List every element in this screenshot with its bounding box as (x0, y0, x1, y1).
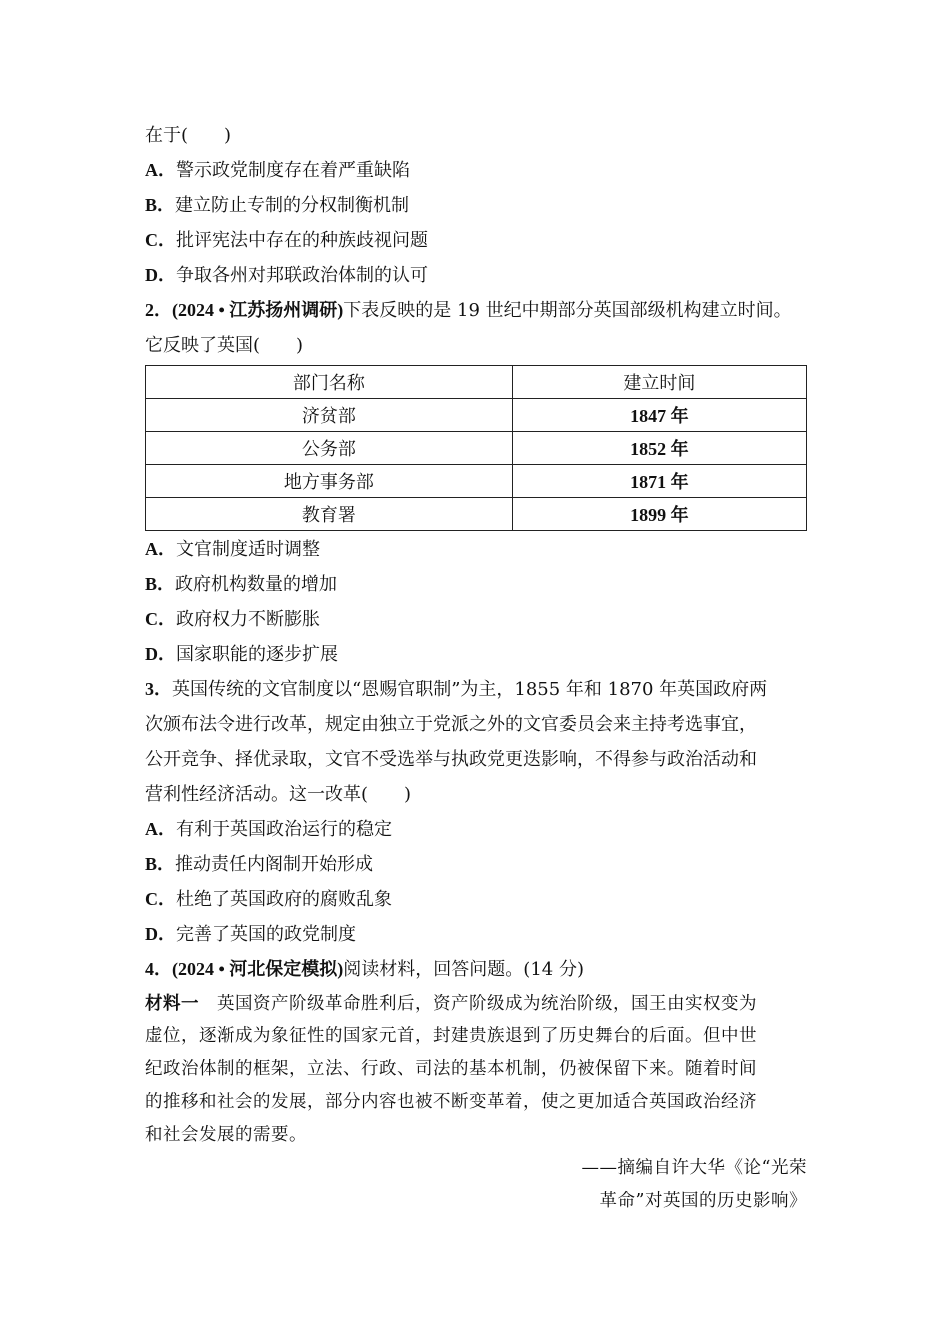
q1-stem-tail: 在于( ) (145, 125, 232, 146)
q2-stem-continued: 它反映了英国( ) (145, 335, 304, 356)
citation-line: 革命”对英国的历史影响》 (599, 1191, 807, 1211)
table-cell: 公务部 (146, 432, 513, 465)
q1-option-b: B．建立防止专制的分权制衡机制 (145, 195, 410, 216)
q2-option-b: B．政府机构数量的增加 (145, 574, 338, 595)
material-one (145, 987, 807, 1218)
q3-option-b: B．推动责任内阁制开始形成 (145, 854, 374, 875)
material-label: 材料一 (145, 993, 199, 1013)
table-row (146, 498, 807, 531)
q1-option-d: D．争取各州对邦联政治体制的认可 (145, 265, 428, 286)
q2-option-c: C．政府权力不断膨胀 (145, 609, 320, 630)
q2-option-a: A．文官制度适时调整 (145, 539, 320, 560)
table-cell: 1899 年 (512, 498, 806, 531)
material-line: 纪政治体制的框架，立法、行政、司法的基本机制，仍被保留下来。随着时间 (145, 1059, 757, 1079)
table-cell: 1852 年 (512, 432, 806, 465)
table-header-cell: 部门名称 (146, 366, 513, 399)
q3-stem-line: 营利性经济活动。这一改革( ) (145, 784, 412, 805)
q2-option-d: D．国家职能的逐步扩展 (145, 644, 338, 665)
citation-line: ——摘编自许大华《论“光荣 (581, 1158, 807, 1178)
material-line: 的推移和社会的发展，部分内容也被不断变革着，使之更加适合英国政治经济 (145, 1092, 757, 1112)
department-table (145, 365, 807, 531)
material-line: 材料一 英国资产阶级革命胜利后，资产阶级成为统治阶级，国王由实权变为 (145, 993, 757, 1014)
table-cell: 教育署 (146, 498, 513, 531)
q3-option-d: D．完善了英国的政党制度 (145, 924, 356, 945)
q3-option-a: A．有利于英国政治运行的稳定 (145, 819, 392, 840)
q4-stem: 4．(2024 • 河北保定模拟)阅读材料，回答问题。(14 分) (145, 959, 584, 980)
table-header-cell: 建立时间 (512, 366, 806, 399)
table-header-row (146, 366, 807, 399)
q3-stem-line: 3．英国传统的文官制度以“恩赐官职制”为主，1855 年和 1870 年英国政府两 (145, 679, 768, 700)
q3-option-c: C．杜绝了英国政府的腐败乱象 (145, 889, 392, 910)
q3-stem-line: 公开竞争、择优录取，文官不受选举与执政党更迭影响，不得参与政治活动和 (145, 749, 757, 770)
material-line: 虚位，逐渐成为象征性的国家元首，封建贵族退到了历史舞台的后面。但中世 (145, 1026, 757, 1046)
q2-stem: 2．(2024 • 江苏扬州调研)下表反映的是 19 世纪中期部分英国部级机构建立时间。 (145, 300, 792, 321)
q3-stem-line: 次颁布法令进行改革，规定由独立于党派之外的文官委员会来主持考选事宜， (145, 714, 757, 735)
q1-option-c: C．批评宪法中存在的种族歧视问题 (145, 230, 428, 251)
table-row (146, 399, 807, 432)
q1-option-a: A．警示政党制度存在着严重缺陷 (145, 160, 410, 181)
table-row (146, 465, 807, 498)
material-line: 和社会发展的需要。 (145, 1125, 307, 1145)
table-cell: 1871 年 (512, 465, 806, 498)
table-row (146, 432, 807, 465)
table-cell: 地方事务部 (146, 465, 513, 498)
document-page (145, 118, 807, 1218)
table-cell: 济贫部 (146, 399, 513, 432)
table-cell: 1847 年 (512, 399, 806, 432)
